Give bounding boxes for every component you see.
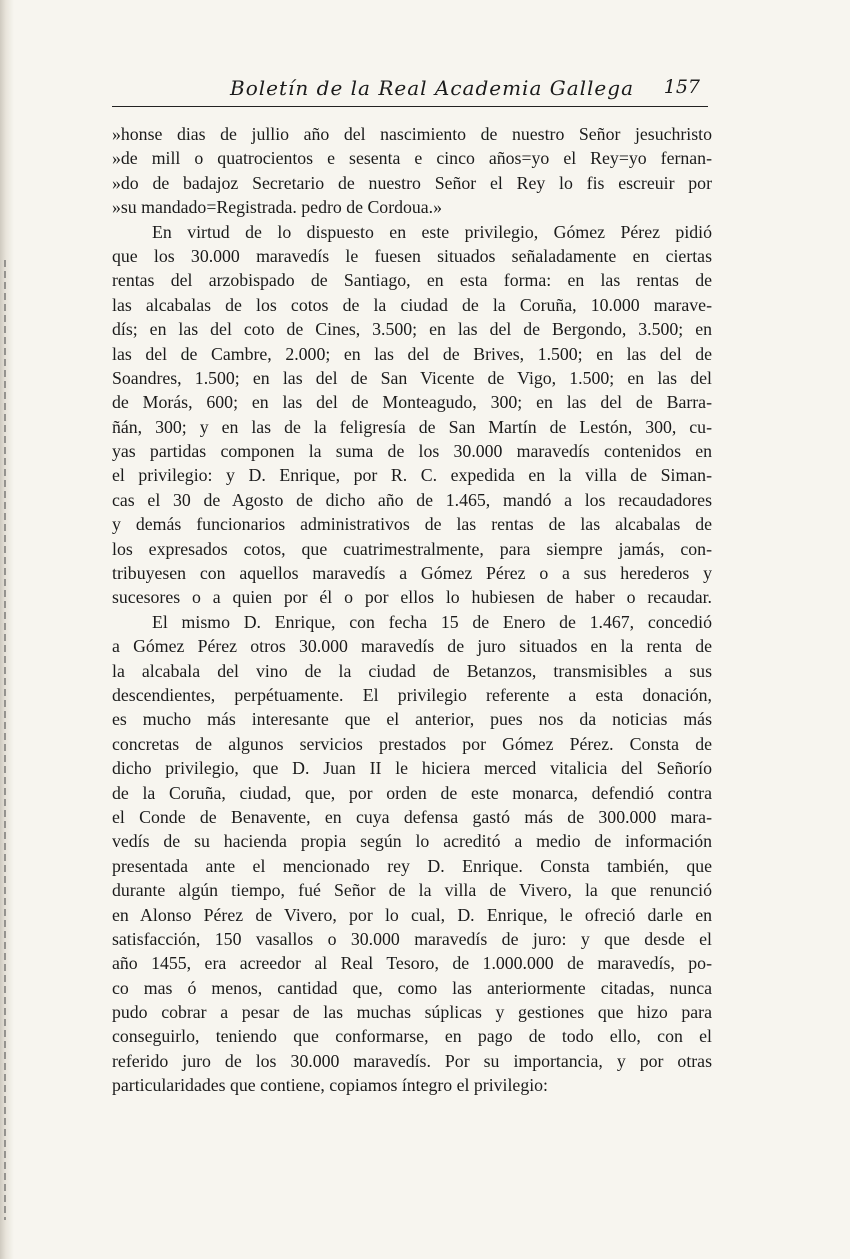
text-line: de Morás, 600; en las del de Monteagudo, 300; en las del de Barra-: [112, 392, 712, 413]
page-binding-edge: [0, 0, 14, 1259]
text-line: durante algún tiempo, fué Señor de la villa de Vivero, la que renunció: [112, 880, 712, 901]
text-line: conseguirlo, teniendo que conformarse, en pago de todo ello, con el: [112, 1026, 712, 1047]
text-line: es mucho más interesante que el anterior, pues nos da noticias más: [112, 709, 712, 730]
text-line: »honse dias de jullio año del nascimiento de nuestro Señor jesuchristo: [112, 124, 712, 144]
text-line: particularidades que contiene, copiamos íntegro el privilegio:: [112, 1075, 548, 1096]
text-line: cas el 30 de Agosto de dicho año de 1.465, mandó a los recaudadores: [112, 489, 712, 510]
text-line: y demás funcionarios administrativos de las rentas de las alcabalas de: [112, 514, 712, 535]
text-line: presentada ante el mencionado rey D. Enrique. Consta también, que: [112, 855, 712, 876]
text-line: »do de badajoz Secretario de nuestro Señor el Rey lo fis escreuir por: [112, 172, 712, 193]
text-line: »su mandado=Registrada. pedro de Cordoua.»: [112, 197, 443, 218]
text-line: Soandres, 1.500; en las del de San Vicente de Vigo, 1.500; en las del: [112, 367, 712, 388]
text-line: de la Coruña, ciudad, que, por orden de este monarca, defendió contra: [112, 782, 712, 803]
text-line: el Conde de Benavente, en cuya defensa gastó más de 300.000 mara-: [112, 806, 712, 827]
running-title: Boletín de la Real Academia Gallega: [230, 76, 634, 100]
text-line: las alcabalas de los cotos de la ciudad de la Coruña, 10.000 marave-: [112, 294, 712, 315]
text-line: »de mill o quatrocientos e sesenta e cinco años=yo el Rey=yo fernan-: [112, 148, 712, 169]
text-line: los expresados cotos, que cuatrimestralmente, para siempre jamás, con-: [112, 538, 712, 559]
text-line: la alcabala del vino de la ciudad de Betanzos, transmisibles a sus: [112, 660, 712, 681]
text-line: rentas del arzobispado de Santiago, en esta forma: en las rentas de: [112, 270, 712, 291]
page-number: 157: [663, 76, 700, 98]
text-line: yas partidas componen la suma de los 30.000 maravedís contenidos en: [112, 441, 712, 462]
page-header: [112, 76, 708, 106]
text-line: pudo cobrar a pesar de las muchas súplicas y gestiones que hizo para: [112, 1002, 712, 1023]
text-line: referido juro de los 30.000 maravedís. Por su importancia, y por otras: [112, 1050, 712, 1071]
text-line: concretas de algunos servicios prestados por Gómez Pérez. Consta de: [112, 733, 712, 754]
text-line: a Gómez Pérez otros 30.000 maravedís de juro situados en la renta de: [112, 636, 712, 657]
header-rule: [112, 106, 708, 107]
text-line: las del de Cambre, 2.000; en las del de Brives, 1.500; en las del de: [112, 343, 712, 364]
text-line: ñán, 300; y en las de la feligresía de San Martín de Lestón, 300, cu-: [112, 416, 712, 437]
text-line: tribuyesen con aquellos maravedís a Gómez Pérez o a sus herederos y: [112, 563, 712, 584]
text-line: dís; en las del coto de Cines, 3.500; en las del de Bergondo, 3.500; en: [112, 319, 712, 340]
text-line: año 1455, era acreedor al Real Tesoro, de 1.000.000 de maravedís, po-: [112, 953, 712, 974]
text-line: co mas ó menos, cantidad que, como las anteriormente citadas, nunca: [112, 977, 712, 998]
text-line: sucesores o a quien por él o por ellos lo hubiesen de haber o recaudar.: [112, 587, 712, 608]
body-text: [112, 122, 712, 1098]
text-line: vedís de su hacienda propia según lo acreditó a medio de información: [112, 831, 712, 852]
text-line: satisfacción, 150 vasallos o 30.000 maravedís de juro: y que desde el: [112, 928, 712, 949]
text-line: En virtud de lo dispuesto en este privilegio, Gómez Pérez pidió: [152, 221, 712, 242]
binding-stitch: [4, 260, 6, 1220]
text-line: que los 30.000 maravedís le fuesen situados señaladamente en ciertas: [112, 245, 712, 266]
text-line: descendientes, perpétuamente. El privilegio referente a esta donación,: [112, 684, 712, 705]
text-line: en Alonso Pérez de Vivero, por lo cual, D. Enrique, le ofreció darle en: [112, 904, 712, 925]
text-line: El mismo D. Enrique, con fecha 15 de Enero de 1.467, concedió: [152, 611, 712, 632]
text-line: el privilegio: y D. Enrique, por R. C. expedida en la villa de Siman-: [112, 465, 712, 486]
text-line: dicho privilegio, que D. Juan II le hiciera merced vitalicia del Señorío: [112, 758, 712, 779]
